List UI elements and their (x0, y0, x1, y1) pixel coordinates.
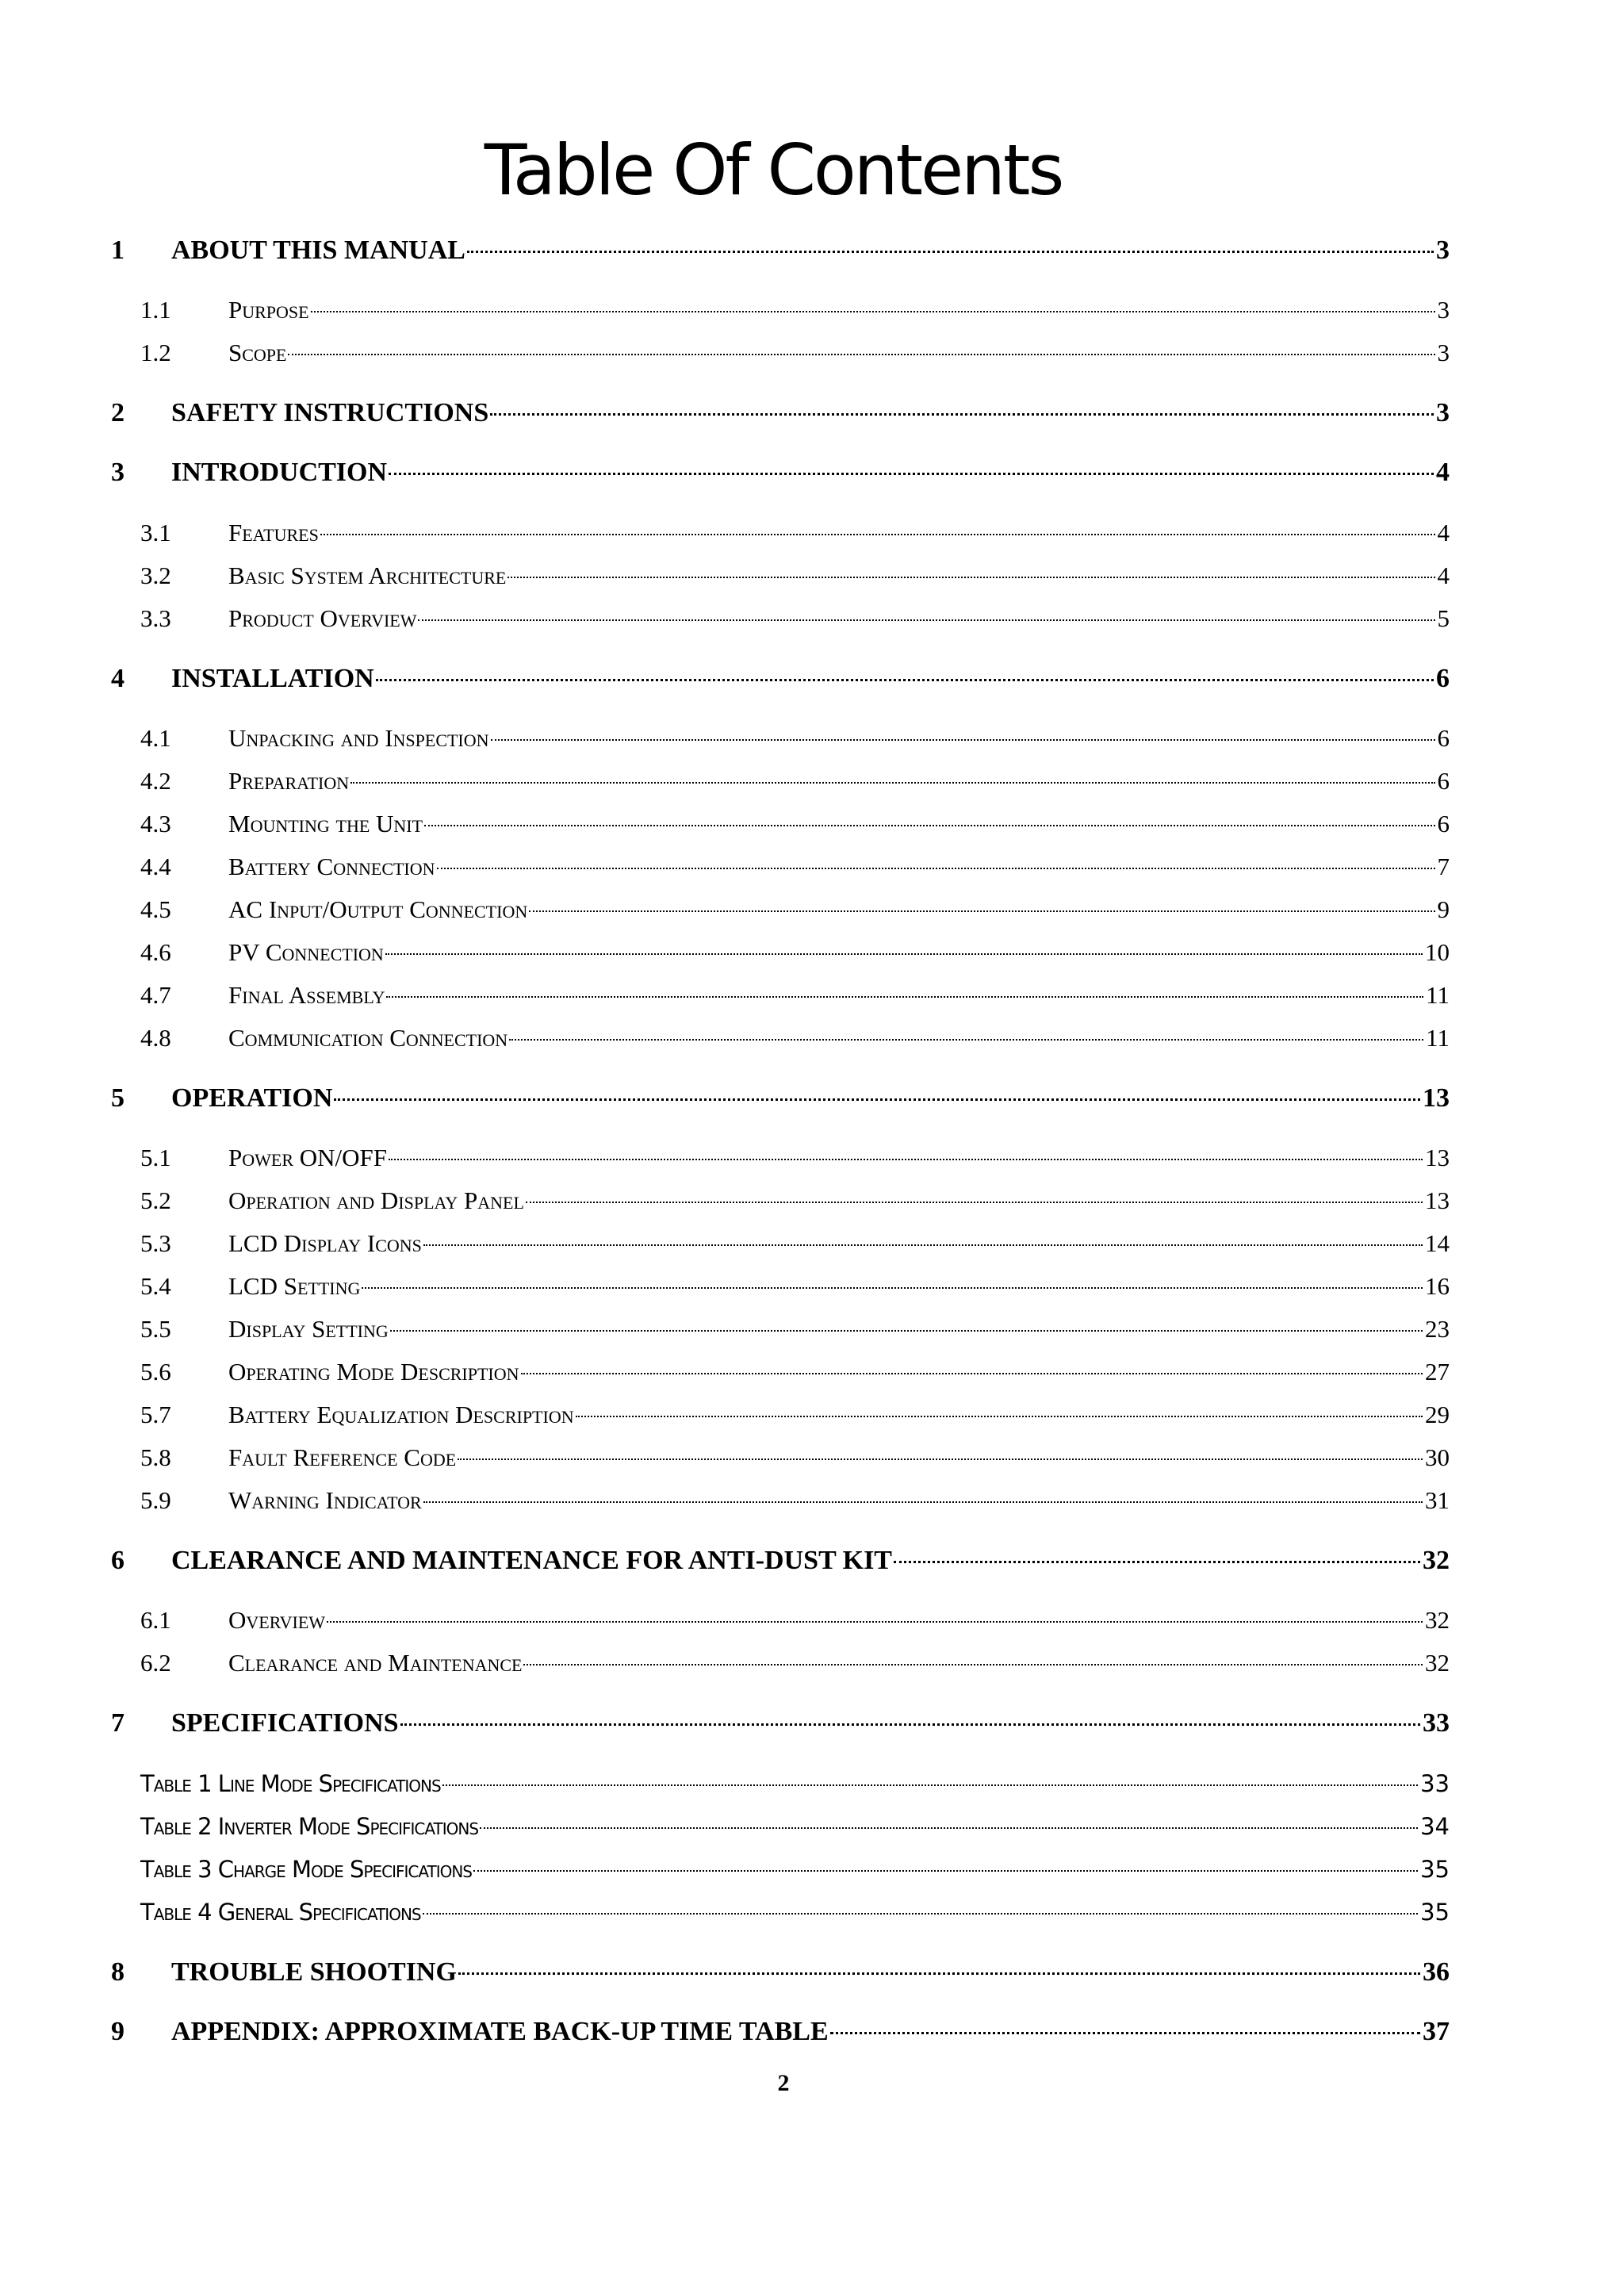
toc-entry-page: 16 (1425, 1272, 1450, 1300)
toc-entry-label: INSTALLATION (171, 664, 374, 693)
dot-leader (437, 868, 1435, 869)
toc-entry-number: 1.2 (140, 339, 171, 366)
toc-entry-label: Operation and Display Panel (228, 1186, 524, 1214)
toc-entry-page: 32 (1423, 1546, 1450, 1575)
toc-entry[interactable] (140, 1309, 1450, 1349)
toc-entry-label: Basic System Architecture (228, 562, 507, 589)
toc-entry-number: 4.7 (140, 981, 171, 1009)
toc-entry-page: 29 (1425, 1401, 1450, 1428)
toc-entry-page: 33 (1420, 1770, 1450, 1797)
toc-entry-label: Battery Equalization Description (228, 1401, 574, 1428)
toc-entry-page: 10 (1425, 938, 1450, 966)
toc-entry[interactable] (140, 976, 1450, 1015)
toc-entry-number: 4.2 (140, 767, 171, 795)
toc-entry-number: 3.1 (140, 519, 171, 546)
dot-leader (467, 251, 1434, 253)
dot-leader (376, 679, 1434, 681)
dot-leader (491, 739, 1435, 741)
toc-entry-number: 1 (111, 236, 124, 265)
toc-entry-label: SAFETY INSTRUCTIONS (171, 398, 489, 427)
dot-leader (576, 1416, 1423, 1417)
dot-leader (418, 619, 1434, 621)
toc-entry-number: 7 (111, 1708, 124, 1738)
toc-entry-number: 6 (111, 1546, 124, 1575)
toc-entry[interactable] (111, 2012, 1450, 2052)
toc-entry-page: 4 (1436, 458, 1450, 487)
toc-entry[interactable] (111, 659, 1450, 699)
toc-entry-number: 4.8 (140, 1024, 171, 1052)
dot-leader (386, 996, 1423, 998)
dot-leader (288, 354, 1434, 355)
toc-entry-label: Mounting the Unit (228, 810, 423, 838)
toc-entry-label: Operating Mode Description (228, 1358, 519, 1386)
toc-entry-page: 33 (1423, 1708, 1450, 1738)
toc-entry-number: 5.6 (140, 1358, 171, 1386)
toc-entry[interactable] (140, 1600, 1450, 1640)
toc-entry-number: 4.4 (140, 853, 171, 880)
toc-entry-page: 9 (1437, 895, 1450, 923)
toc-entry[interactable] (111, 1953, 1450, 1992)
toc-entry[interactable] (140, 556, 1450, 596)
toc-entry[interactable] (140, 719, 1450, 758)
toc-entry-number: 5.1 (140, 1144, 171, 1171)
dot-leader (327, 1621, 1423, 1623)
dot-leader (458, 1972, 1420, 1975)
toc-entry[interactable] (111, 1704, 1450, 1743)
toc-entry[interactable] (140, 333, 1450, 373)
toc-entry-page: 31 (1425, 1486, 1450, 1514)
toc-entry-page: 35 (1420, 1899, 1450, 1926)
toc-entry[interactable] (111, 1541, 1450, 1581)
toc-entry-page: 4 (1437, 519, 1450, 546)
toc-entry-page: 35 (1420, 1856, 1450, 1883)
dot-leader (521, 1373, 1423, 1374)
dot-leader (390, 1330, 1423, 1332)
toc-entry-page: 3 (1436, 398, 1450, 427)
toc-entry-page: 34 (1420, 1813, 1450, 1840)
toc-entry[interactable] (111, 453, 1450, 493)
toc-entry-number: 4.6 (140, 938, 171, 966)
toc-entry[interactable] (140, 1224, 1450, 1263)
toc-entry-number: 4.5 (140, 895, 171, 923)
toc-entry[interactable] (140, 804, 1450, 844)
toc-entry-number: 4 (111, 664, 124, 693)
toc-entry-label: OPERATION (171, 1083, 333, 1113)
toc-entry-page: 3 (1437, 339, 1450, 366)
toc-entry-number: 3 (111, 458, 124, 487)
toc-entry[interactable] (140, 1438, 1450, 1478)
toc-entry-label: Battery Connection (228, 853, 435, 880)
toc-entry-page: 32 (1425, 1649, 1450, 1677)
toc-entry-page: 6 (1437, 724, 1450, 752)
page-number: 2 (777, 2070, 790, 2096)
toc-entry-number: 5.4 (140, 1272, 171, 1300)
toc-entry-label: Final Assembly (228, 981, 385, 1009)
toc-entry-label: Power ON/OFF (228, 1144, 388, 1171)
toc-table-entry[interactable] (140, 1892, 1450, 1932)
dot-leader (385, 953, 1423, 955)
toc-entry-number: 5 (111, 1083, 124, 1113)
toc-entry-number: 4.1 (140, 724, 171, 752)
dot-leader (311, 311, 1435, 312)
toc-entry-label: APPENDIX: APPROXIMATE BACK-UP TIME TABLE (171, 2017, 829, 2046)
toc-entry-label: Table 3 Charge Mode Specifications (140, 1856, 472, 1883)
toc-entry-label: TROUBLE SHOOTING (171, 1957, 457, 1987)
dot-leader (473, 1870, 1418, 1872)
toc-entry[interactable] (140, 761, 1450, 801)
toc-entry-number: 5.7 (140, 1401, 171, 1428)
toc-entry-number: 6.1 (140, 1606, 171, 1634)
toc-entry-label: AC Input/Output Connection (228, 895, 528, 923)
toc-entry-label: SPECIFICATIONS (171, 1708, 399, 1738)
toc-entry[interactable] (140, 1138, 1450, 1178)
toc-entry-number: 2 (111, 398, 124, 427)
toc-table-entry[interactable] (140, 1807, 1450, 1846)
dot-leader (490, 413, 1434, 416)
toc-entry-number: 5.5 (140, 1315, 171, 1343)
dot-leader (350, 782, 1434, 784)
toc-entry-number: 8 (111, 1957, 124, 1987)
toc-entry[interactable] (111, 231, 1450, 270)
toc-entry-label: Product Overview (228, 604, 417, 632)
dot-leader (389, 473, 1434, 475)
toc-entry-page: 11 (1426, 981, 1450, 1009)
toc-entry[interactable] (111, 1079, 1450, 1118)
page-title: Table Of Contents (484, 129, 1063, 211)
dot-leader (424, 825, 1434, 826)
toc-entry[interactable] (140, 1018, 1450, 1058)
toc-entry-page: 7 (1437, 853, 1450, 880)
toc-table-entry[interactable] (140, 1764, 1450, 1803)
toc-entry-label: LCD Display Icons (228, 1229, 422, 1257)
toc-entry-number: 1.1 (140, 296, 171, 324)
toc-entry[interactable] (140, 1352, 1450, 1392)
toc-entry-page: 5 (1437, 604, 1450, 632)
toc-entry-label: Scope (228, 339, 287, 366)
toc-entry[interactable] (140, 1267, 1450, 1306)
toc-entry-number: 4.3 (140, 810, 171, 838)
toc-entry-page: 13 (1425, 1144, 1450, 1171)
toc-table-entry[interactable] (140, 1849, 1450, 1889)
toc-entry-page: 3 (1437, 296, 1450, 324)
toc-entry-label: ABOUT THIS MANUAL (171, 236, 465, 265)
dot-leader (442, 1784, 1418, 1786)
dot-leader (509, 1039, 1423, 1041)
toc-entry[interactable] (140, 933, 1450, 972)
toc-entry-label: Fault Reference Code (228, 1443, 457, 1471)
toc-entry-page: 30 (1425, 1443, 1450, 1471)
dot-leader (423, 1244, 1423, 1246)
toc-entry-label: Display Setting (228, 1315, 389, 1343)
toc-entry-page: 37 (1423, 2017, 1450, 2046)
toc-entry-page: 3 (1436, 236, 1450, 265)
toc-entry-number: 5.9 (140, 1486, 171, 1514)
toc-entry-page: 27 (1425, 1358, 1450, 1386)
dot-leader (334, 1098, 1420, 1101)
toc-entry-number: 6.2 (140, 1649, 171, 1677)
toc-entry[interactable] (140, 1395, 1450, 1435)
toc-entry-number: 9 (111, 2017, 124, 2046)
toc-entry-page: 14 (1425, 1229, 1450, 1257)
toc-entry-label: INTRODUCTION (171, 458, 388, 487)
toc-entry-page: 32 (1425, 1606, 1450, 1634)
toc-entry-label: Overview (228, 1606, 326, 1634)
toc-entry-number: 3.3 (140, 604, 171, 632)
dot-leader (526, 1202, 1423, 1203)
toc-entry-page: 6 (1437, 767, 1450, 795)
dot-leader (362, 1287, 1423, 1289)
toc-entry-page: 6 (1437, 810, 1450, 838)
toc-entry-page: 6 (1436, 664, 1450, 693)
dot-leader (480, 1827, 1418, 1829)
toc-entry-page: 23 (1425, 1315, 1450, 1343)
toc-entry-label: Purpose (228, 296, 309, 324)
toc-entry-label: Unpacking and Inspection (228, 724, 489, 752)
dot-leader (523, 1664, 1423, 1665)
toc-entry-label: Communication Connection (228, 1024, 508, 1052)
toc-entry-label: CLEARANCE AND MAINTENANCE FOR ANTI-DUST KIT (171, 1546, 892, 1575)
toc-entry-label: Warning Indicator (228, 1486, 422, 1514)
toc-entry-number: 5.2 (140, 1186, 171, 1214)
toc-entry-page: 13 (1423, 1083, 1450, 1113)
toc-entry-number: 3.2 (140, 562, 171, 589)
dot-leader (389, 1159, 1423, 1160)
toc-entry[interactable] (140, 847, 1450, 887)
toc-entry-page: 11 (1426, 1024, 1450, 1052)
toc-entry-label: Features (228, 519, 319, 546)
toc-entry-label: LCD Setting (228, 1272, 361, 1300)
dot-leader (423, 1501, 1423, 1503)
dot-leader (458, 1458, 1423, 1460)
dot-leader (423, 1913, 1418, 1915)
toc-entry[interactable] (140, 1481, 1450, 1520)
toc-entry-label: Preparation (228, 767, 350, 795)
dot-leader (529, 910, 1434, 912)
dot-leader (830, 2032, 1420, 2034)
toc-entry-number: 5.3 (140, 1229, 171, 1257)
toc-entry[interactable] (140, 1643, 1450, 1683)
toc-entry-label: Clearance and Maintenance (228, 1649, 523, 1677)
toc-entry-page: 36 (1423, 1957, 1450, 1987)
toc-entry[interactable] (140, 890, 1450, 930)
toc-entry-number: 5.8 (140, 1443, 171, 1471)
dot-leader (400, 1723, 1420, 1726)
toc-entry[interactable] (140, 1181, 1450, 1221)
toc-entry-label: PV Connection (228, 938, 384, 966)
toc-entry[interactable] (140, 599, 1450, 638)
dot-leader (894, 1561, 1420, 1563)
toc-entry[interactable] (140, 290, 1450, 330)
toc-entry-page: 13 (1425, 1186, 1450, 1214)
toc-entry-label: Table 1 Line Mode Specifications (140, 1770, 441, 1797)
dot-leader (508, 577, 1434, 578)
toc-entry-label: Table 4 General Specifications (140, 1899, 421, 1926)
toc-entry-label: Table 2 Inverter Mode Specifications (140, 1813, 479, 1840)
dot-leader (320, 534, 1435, 535)
toc-entry[interactable] (140, 513, 1450, 553)
toc-entry[interactable] (111, 393, 1450, 433)
toc-entry-page: 4 (1437, 562, 1450, 589)
